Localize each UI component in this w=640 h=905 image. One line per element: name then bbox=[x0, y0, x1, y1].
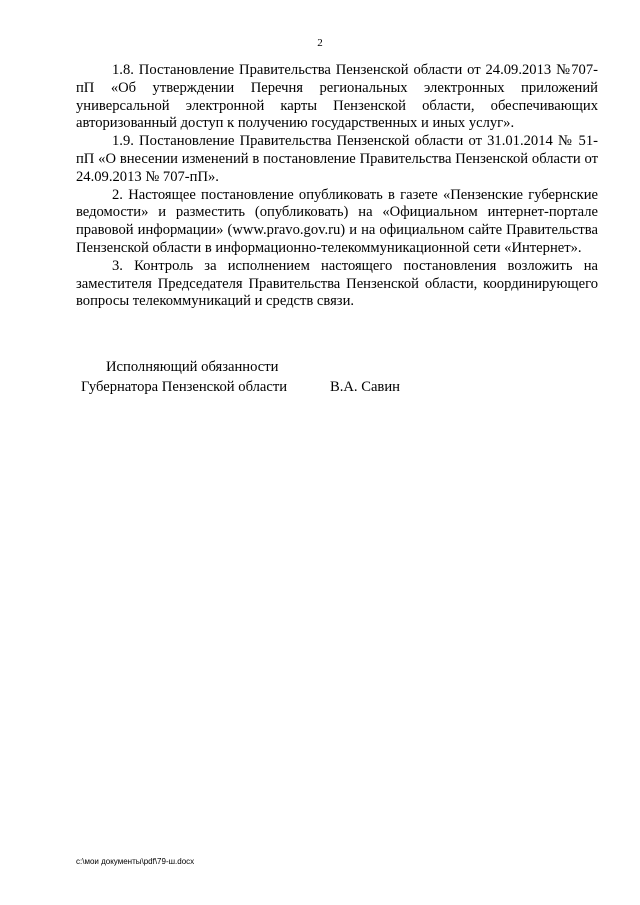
paragraph-1-9: 1.9. Постановление Правительства Пензенской области от 31.01.2014 № 51-пП «О внесении изменений в постановление Правительства Пензенской области от 24.09.2013 № 707-пП». bbox=[76, 133, 598, 185]
file-path-footer: c:\мои документы\pdf\79-ш.docx bbox=[76, 857, 195, 866]
paragraph-1-8: 1.8. Постановление Правительства Пензенской области от 24.09.2013 №707-пП «Об утверждении Перечня региональных электронных приложений универсальной электронной карты Пензенской области, обеспечивающих авторизованный доступ к получению государственных и иных услуг». bbox=[76, 62, 598, 132]
paragraph-2: 2. Настоящее постановление опубликовать в газете «Пензенские губернские ведомости» и разместить (опубликовать) на «Официальном интернет-портале правовой информации» (www.pravo.gov.ru) и на официальном сайте Правительства Пензенской области в информационно-телекоммуникационной сети «Интернет». bbox=[76, 186, 598, 256]
signatory-name: В.А. Савин bbox=[330, 379, 400, 395]
page-number: 2 bbox=[317, 37, 323, 49]
signatory-title-line2: Губернатора Пензенской области bbox=[81, 379, 288, 395]
paragraph-3: 3. Контроль за исполнением настоящего постановления возложить на заместителя Председателя Правительства Пензенской области, координирующего вопросы телекоммуникаций и средств связи. bbox=[76, 257, 598, 310]
document-body bbox=[76, 62, 598, 311]
signatory-title-line1: Исполняющий обязанности bbox=[106, 359, 279, 375]
